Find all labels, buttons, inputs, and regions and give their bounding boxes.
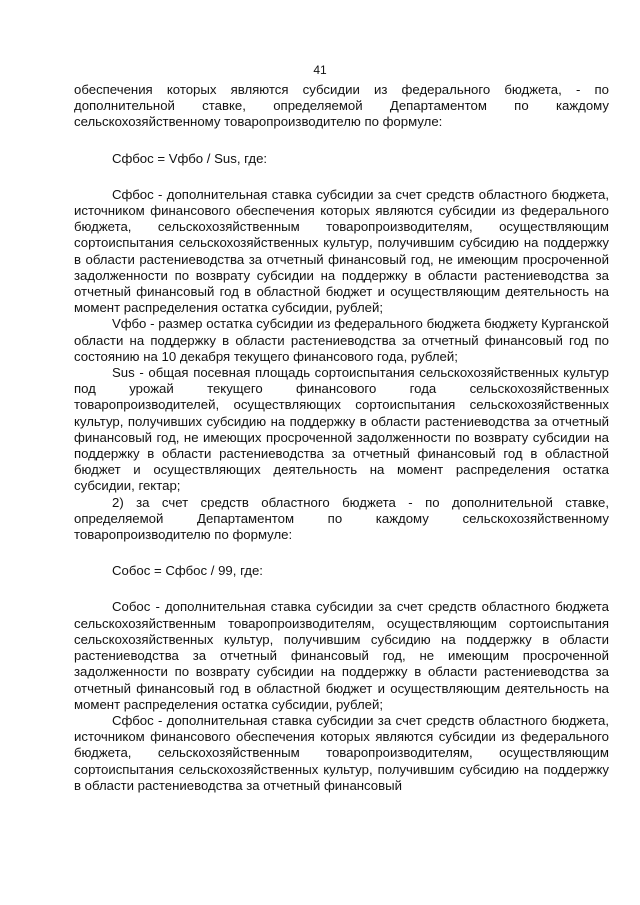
formula-sfbos: Сфбос = Vфбо / Sus, где: (112, 150, 268, 166)
definition-sobos: Собос - дополнительная ставка субсидии за счет средств областного бюджета сельскохозяйственным товаропроизводителям, осуществляющим сортоиспытания сельскохозяйственных культур, получившим субсидию на поддержку в области растениеводства за отчетный финансовый год, не имеющим просроченной задолженности по возврату субсидии на поддержку в области растениеводства за отчетный финансовый год в областной бюджет и осуществляющим деятельность на момент распределения остатка субсидии, рублей; (74, 599, 609, 712)
definition-sus: Sus - общая посевная площадь сортоиспытания сельскохозяйственных культур под урожай текущего финансового года сельскохозяйственных товаропроизводителей, осуществляющих сортоиспытания сельскохозяйственных культур, получивших субсидию на поддержку в области растениеводства за отчетный финансовый год, не имеющих просроченной задолженности по возврату субсидии на поддержку в области растениеводства за отчетный финансовый год в областной бюджет и осуществляющих деятельность на момент распределения остатка субсидии, гектар; (74, 365, 609, 494)
list-item-2: 2) за счет средств областного бюджета - по дополнительной ставке, определяемой Департаментом по каждому сельскохозяйственному товаропроизводителю по формуле: (74, 494, 609, 543)
document-body (74, 82, 609, 794)
page-number: 41 (313, 63, 327, 77)
definition-sfbos-repeat: Сфбос - дополнительная ставка субсидии за счет средств областного бюджета, источником финансового обеспечения которых являются субсидии из федерального бюджета, сельскохозяйственным товаропроизводителям, осуществляющим сортоиспытания сельскохозяйственных культур, получившим субсидию на поддержку в области растениеводства за отчетный финансовый (74, 712, 609, 793)
formula-sobos: Собос = Сфбос / 99, где: (112, 563, 263, 579)
definition-vfbo: Vфбо - размер остатка субсидии из федерального бюджета бюджету Курганской области на поддержку в области растениеводства за отчетный финансовый год по состоянию на 10 декабря текущего финансового года, рублей; (74, 316, 609, 364)
paragraph-continuation: обеспечения которых являются субсидии из федерального бюджета, - по дополнительной ставке, определяемой Департаментом по каждому сельскохозяйственному товаропроизводителю по формуле: (74, 82, 609, 130)
definition-sfbos: Сфбос - дополнительная ставка субсидии за счет средств областного бюджета, источником финансового обеспечения которых являются субсидии из федерального бюджета, сельскохозяйственным товаропроизводителям, осуществляющим сортоиспытания сельскохозяйственных культур, получившим субсидию на поддержку в области растениеводства за отчетный финансовый год, не имеющим просроченной задолженности по возврату субсидии на поддержку в области растениеводства за отчетный финансовый год в областной бюджет и осуществляющим деятельность на момент распределения остатка субсидии, рублей; (74, 186, 609, 316)
